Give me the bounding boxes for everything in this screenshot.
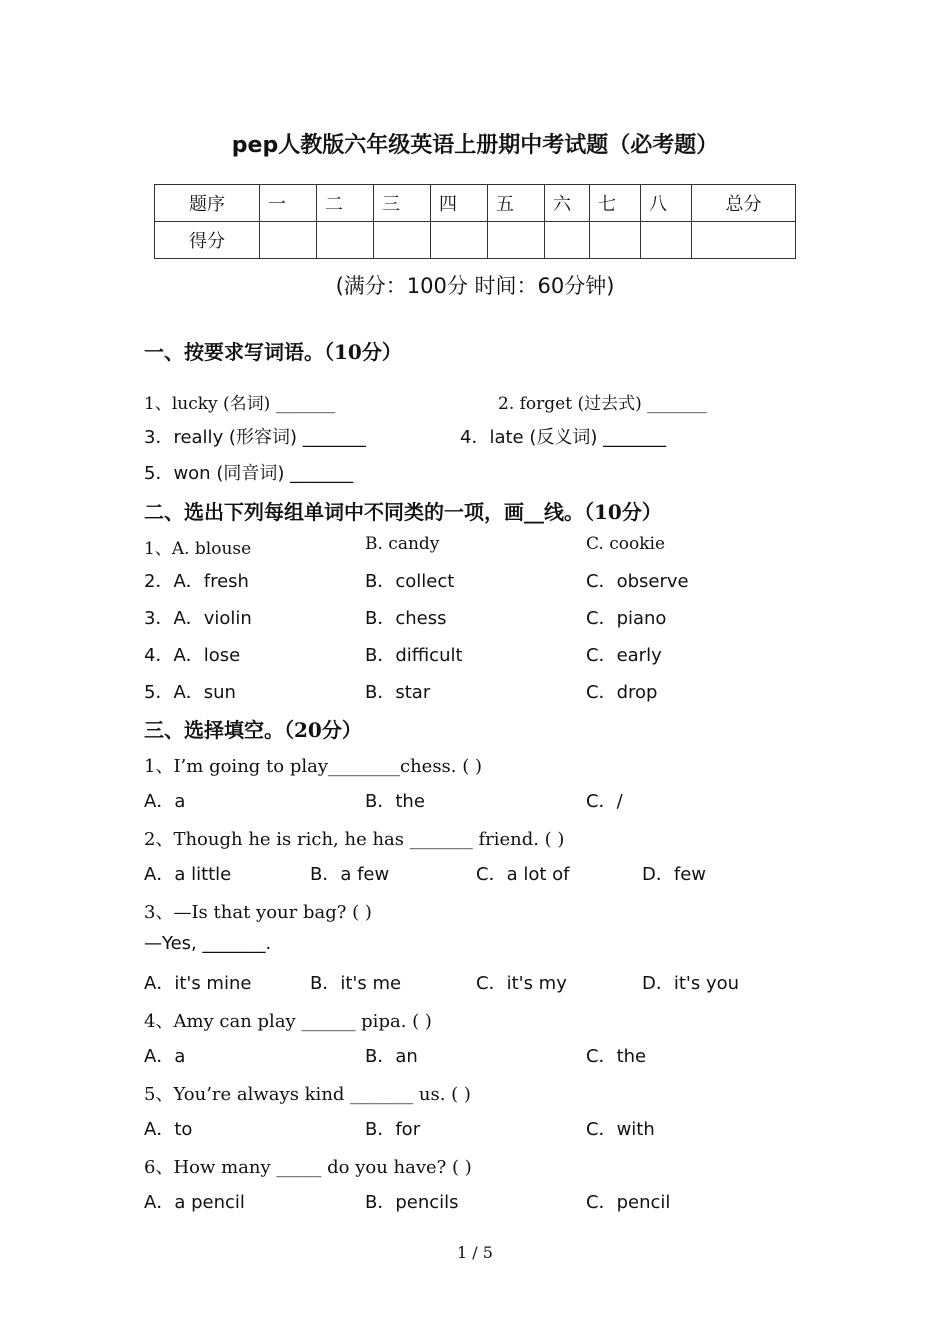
section2-option: C．early bbox=[586, 645, 662, 666]
section1-item: 4．late (反义词) _______ bbox=[460, 427, 667, 448]
header-cell: 题序 bbox=[155, 185, 260, 222]
answer-option: D．few bbox=[642, 864, 706, 885]
answer-option: B．pencils bbox=[365, 1192, 459, 1213]
score-cell[interactable] bbox=[545, 222, 590, 259]
score-table-score-row bbox=[155, 222, 796, 259]
section2-option: 1、A. blouse bbox=[144, 539, 252, 559]
section1-item: 3．really (形容词) _______ bbox=[144, 427, 366, 448]
section1-heading: 一、按要求写词语。（10分） bbox=[144, 340, 402, 364]
answer-option: C．pencil bbox=[586, 1192, 671, 1213]
answer-option: B．for bbox=[365, 1119, 421, 1140]
answer-option: B．the bbox=[365, 791, 425, 812]
header-cell: 总分 bbox=[692, 185, 796, 222]
answer-option: C．with bbox=[586, 1119, 655, 1140]
question-text: 6、How many _____ do you have? ( ) bbox=[144, 1157, 472, 1178]
section2-option: B．collect bbox=[365, 571, 455, 592]
exam-info: (满分：100分 时间：60分钟) bbox=[335, 274, 615, 298]
question-text: 3、—Is that your bag? ( ) bbox=[144, 902, 372, 923]
question-extra: —Yes, _______. bbox=[144, 933, 272, 954]
answer-option: C．/ bbox=[586, 791, 623, 812]
answer-option: A．it's mine bbox=[144, 973, 252, 994]
section2-option: 2．A．fresh bbox=[144, 571, 249, 592]
section3-heading: 三、选择填空。（20分） bbox=[144, 718, 362, 742]
page-title: pep人教版六年级英语上册期中考试题（必考题） bbox=[231, 133, 719, 158]
header-cell: 八 bbox=[641, 185, 692, 222]
header-cell: 二 bbox=[317, 185, 374, 222]
section1-item: 2. forget (过去式) _______ bbox=[498, 394, 707, 414]
question-text: 1、I’m going to play________chess. ( ) bbox=[144, 756, 483, 777]
answer-option: D．it's you bbox=[642, 973, 740, 994]
section2-option: B．difficult bbox=[365, 645, 463, 666]
answer-option: C．it's my bbox=[476, 973, 567, 994]
score-cell[interactable] bbox=[488, 222, 545, 259]
score-cell[interactable] bbox=[374, 222, 431, 259]
score-cell[interactable] bbox=[692, 222, 796, 259]
row-label: 得分 bbox=[155, 222, 260, 259]
section1-item: 1、lucky (名词) _______ bbox=[144, 394, 336, 414]
question-text: 2、Though he is rich, he has _______ friend. ( ) bbox=[144, 829, 565, 850]
answer-option: A．a bbox=[144, 1046, 186, 1067]
section2-option: C．piano bbox=[586, 608, 667, 629]
header-cell: 三 bbox=[374, 185, 431, 222]
answer-option: A．to bbox=[144, 1119, 193, 1140]
answer-option: C．a lot of bbox=[476, 864, 570, 885]
answer-option: B．it's me bbox=[310, 973, 402, 994]
section2-option: 5．A．sun bbox=[144, 682, 236, 703]
answer-option: A．a little bbox=[144, 864, 232, 885]
score-cell[interactable] bbox=[431, 222, 488, 259]
score-table-header-row bbox=[155, 185, 796, 222]
section2-option: C．observe bbox=[586, 571, 689, 592]
section1-item: 5．won (同音词) _______ bbox=[144, 463, 354, 484]
question-text: 4、Amy can play ______ pipa. ( ) bbox=[144, 1011, 432, 1032]
header-cell: 四 bbox=[431, 185, 488, 222]
section2-option: 3．A．violin bbox=[144, 608, 252, 629]
answer-option: A．a pencil bbox=[144, 1192, 245, 1213]
score-table bbox=[154, 184, 796, 259]
section2-option: C. cookie bbox=[586, 534, 665, 554]
section2-heading: 二、选出下列每组单词中不同类的一项，画__线。（10分） bbox=[144, 500, 662, 524]
answer-option: B．an bbox=[365, 1046, 418, 1067]
score-cell[interactable] bbox=[260, 222, 317, 259]
header-cell: 六 bbox=[545, 185, 590, 222]
answer-option: A．a bbox=[144, 791, 186, 812]
header-cell: 七 bbox=[590, 185, 641, 222]
header-cell: 一 bbox=[260, 185, 317, 222]
section2-option: 4．A．lose bbox=[144, 645, 241, 666]
section2-option: C．drop bbox=[586, 682, 658, 703]
section2-option: B. candy bbox=[365, 534, 440, 554]
score-cell[interactable] bbox=[641, 222, 692, 259]
page-number: 1 / 5 bbox=[457, 1243, 493, 1262]
question-text: 5、You’re always kind _______ us. ( ) bbox=[144, 1084, 471, 1105]
section2-option: B．chess bbox=[365, 608, 447, 629]
answer-option: C．the bbox=[586, 1046, 647, 1067]
score-cell[interactable] bbox=[590, 222, 641, 259]
header-cell: 五 bbox=[488, 185, 545, 222]
answer-option: B．a few bbox=[310, 864, 390, 885]
section2-option: B．star bbox=[365, 682, 431, 703]
score-cell[interactable] bbox=[317, 222, 374, 259]
